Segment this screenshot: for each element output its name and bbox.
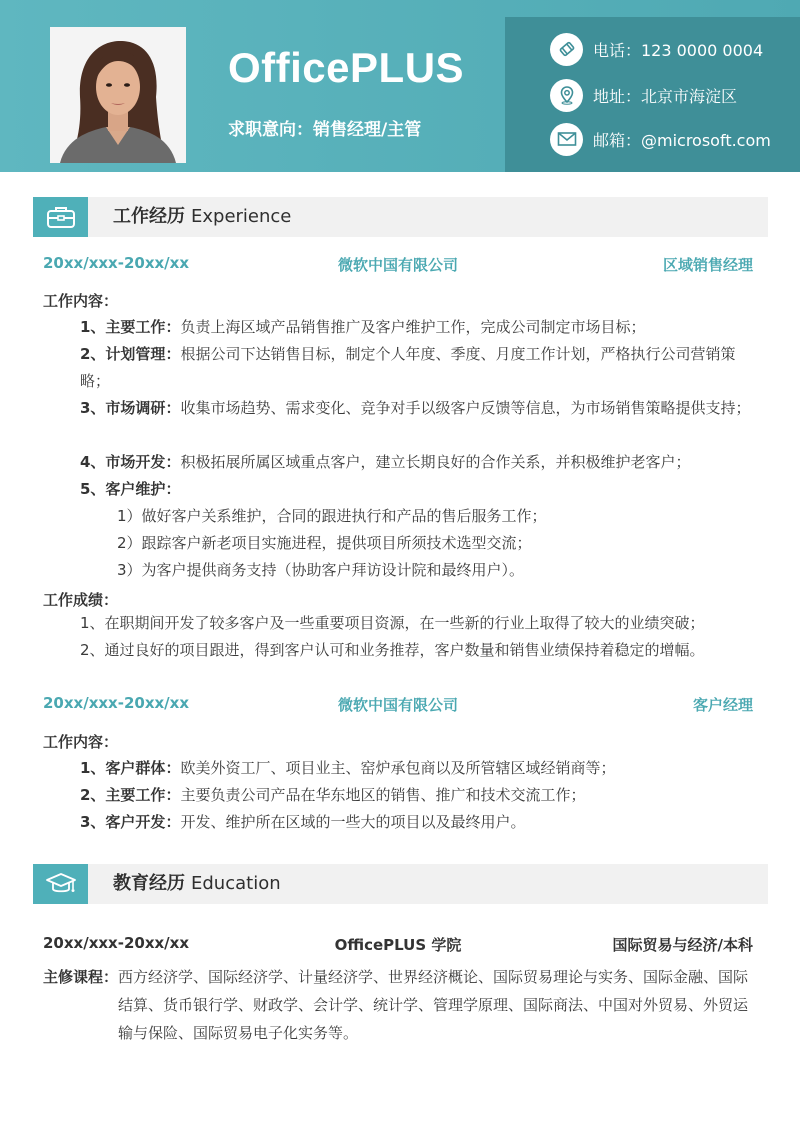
- courses-block: [43, 963, 763, 1047]
- list-item: 2、计划管理：根据公司下达销售目标，制定个人年度、季度、月度工作计划，严格执行公司营销策略；: [80, 345, 736, 390]
- email-text: 邮箱：@microsoft.com: [593, 130, 771, 150]
- experience-title: 工作经历 Experience: [113, 206, 292, 227]
- education-major: 国际贸易与经济/本科: [612, 936, 753, 954]
- list-item: 4、市场开发：积极拓展所属区域重点客户，建立长期良好的合作关系，并积极维护老客户；: [80, 453, 691, 471]
- job-intent: 求职意向：销售经理/主管: [228, 120, 422, 140]
- list-item: 5、客户维护：: [80, 480, 181, 498]
- list-item: 1、主要工作：负责上海区域产品销售推广及客户维护工作，完成公司制定市场目标；: [80, 318, 646, 336]
- phone-text: 电话：123 0000 0004: [593, 40, 764, 60]
- sub-item: 1）做好客户关系维护，合同的跟进执行和产品的售后服务工作；: [117, 507, 547, 525]
- job-position: 客户经理: [692, 696, 753, 714]
- achievement-item: 1、在职期间开发了较多客户及一些重要项目资源，在一些新的行业上取得了较大的业绩突破；: [80, 614, 705, 632]
- job-row: [43, 254, 753, 276]
- courses-text: 西方经济学、国际经济学、计量经济学、世界经济概论、国际贸易理论与实务、国际金融、国际结算、货币银行学、财政学、会计学、统计学、管理学原理、国际商法、中国对外贸易、外贸运输与保险、国际贸易电子化实务等。: [118, 968, 749, 1042]
- graduation-cap-icon: [33, 864, 88, 904]
- job-date: 20xx/xxx-20xx/xx: [43, 694, 190, 712]
- sub-item: 3）为客户提供商务支持（协助客户拜访设计院和最终用户）。: [117, 561, 525, 579]
- job-date: 20xx/xxx-20xx/xx: [43, 254, 190, 272]
- list-item: 1、客户群体：欧美外资工厂、项目业主、窑炉承包商以及所管辖区域经销商等；: [80, 759, 616, 777]
- contact-phone: [550, 32, 763, 66]
- job-row: [43, 694, 753, 716]
- list-item: 3、客户开发：开发、维护所在区域的一些大的项目以及最终用户。: [80, 813, 526, 831]
- contact-address: [550, 78, 737, 112]
- education-date: 20xx/xxx-20xx/xx: [43, 934, 190, 952]
- contact-email: [550, 122, 771, 156]
- mail-icon: [550, 123, 583, 156]
- work-content-label: 工作内容：: [43, 733, 119, 751]
- courses-label: 主修课程：: [43, 968, 119, 986]
- education-school: OfficePLUS 学院: [334, 936, 462, 954]
- job-company: 微软中国有限公司: [337, 696, 458, 714]
- achievement-item: 2、通过良好的项目跟进，得到客户认可和业务推荐，客户数量和销售业绩保持着稳定的增幅。: [80, 641, 705, 659]
- location-pin-icon: [550, 79, 583, 112]
- education-section-header: [33, 864, 768, 904]
- list-item: 3、市场调研：收集市场趋势、需求变化、竞争对手以级客户反馈等信息，为市场销售策略提供支持；: [80, 399, 751, 417]
- briefcase-icon: [33, 197, 88, 237]
- profile-photo: [50, 27, 186, 163]
- education-row: [43, 934, 753, 956]
- list-item: 2、主要工作：主要负责公司产品在华东地区的销售、推广和技术交流工作；: [80, 786, 586, 804]
- job-position: 区域销售经理: [662, 256, 753, 274]
- address-text: 地址：北京市海淀区: [593, 86, 738, 106]
- candidate-name: OfficePLUS: [228, 44, 465, 91]
- achievement-label: 工作成绩：: [43, 591, 119, 609]
- sub-item: 2）跟踪客户新老项目实施进程，提供项目所须技术选型交流；: [117, 534, 532, 552]
- job-company: 微软中国有限公司: [337, 256, 458, 274]
- education-title: 教育经历 Education: [113, 873, 281, 894]
- experience-section-header: [33, 197, 768, 237]
- phone-icon: [550, 33, 583, 66]
- work-content-label: 工作内容：: [43, 292, 119, 310]
